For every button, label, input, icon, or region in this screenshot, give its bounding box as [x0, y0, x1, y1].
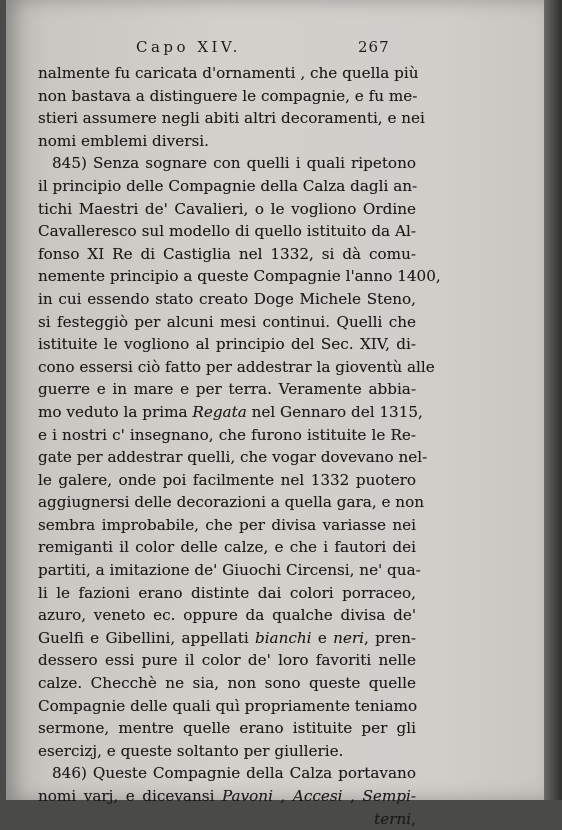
- text-run: , pren-: [363, 628, 416, 647]
- text-run: aggiugnersi delle decorazioni a quella gara, e non: [38, 493, 424, 512]
- text-run: mo veduto la prima: [38, 402, 193, 421]
- text-line: [38, 717, 416, 740]
- italic-word: Pavoni: [221, 787, 273, 805]
- text-run: azuro, veneto ec. oppure da qualche divisa de': [38, 606, 416, 625]
- text-run: nomi varj, e dicevansi: [38, 787, 222, 805]
- text-line: [38, 672, 416, 695]
- text-line: [38, 469, 416, 492]
- text-run: cono essersi ciò fatto per addestrar la gioventù alle: [38, 357, 435, 376]
- text-line: [38, 378, 416, 401]
- text-run: ,: [342, 787, 363, 805]
- text-line: [38, 446, 428, 469]
- book-page: [6, 0, 546, 828]
- text-run: 845) Senza sognare con quelli i quali ripetono: [52, 154, 416, 173]
- text-line: [38, 175, 416, 198]
- page-header: [136, 38, 436, 60]
- text-line: [38, 85, 416, 108]
- text-run: nemente principio a queste Compagnie l'anno 1400,: [38, 267, 441, 286]
- text-line: [38, 288, 416, 311]
- running-head: Capo XIV.: [136, 38, 241, 56]
- text-run: li le fazioni erano distinte dai colori porraceo,: [38, 583, 416, 602]
- text-run: il principio delle Compagnie della Calza dagli an-: [38, 176, 418, 195]
- text-run: gate per addestrar quelli, che vogar dovevano nel-: [38, 448, 428, 467]
- text-run: remiganti il color delle calze, e che i fautori dei: [38, 538, 416, 557]
- text-run: istituite le vogliono al principio del Sec. XIV, di-: [38, 335, 416, 354]
- text-line: [38, 785, 416, 808]
- text-line: [38, 424, 416, 447]
- text-line: [38, 62, 419, 85]
- text-run: sembra improbabile, che per divisa variasse nei: [38, 515, 416, 534]
- text-line: [38, 333, 416, 356]
- italic-word: Sempi-: [362, 787, 416, 805]
- text-line: [38, 401, 423, 424]
- text-run: e i nostri c' insegnano, che furono istituite le Re-: [38, 425, 416, 444]
- text-line: [38, 265, 441, 288]
- text-line: [38, 356, 435, 379]
- text-run: dessero essi pure il color de' loro favoriti nelle: [38, 651, 416, 670]
- text-line: [38, 107, 425, 130]
- text-line: [38, 582, 416, 605]
- text-line: [38, 198, 416, 221]
- text-line: [38, 740, 416, 763]
- scan-edge: [544, 0, 562, 800]
- text-run: calze. Checchè ne sia, non sono queste quelle: [38, 674, 416, 693]
- text-line: [38, 514, 416, 537]
- text-run: le galere, onde poi facilmente nel 1332 puotero: [38, 470, 416, 489]
- text-run: e: [311, 628, 334, 647]
- text-run: fonso XI Re di Castiglia nel 1332, si dà comu-: [38, 244, 416, 263]
- text-run: si festeggiò per alcuni mesi continui. Quelli che: [38, 312, 416, 331]
- text-run: esercizj, e queste soltanto per giullerie.: [38, 741, 344, 760]
- text-run: nel Gennaro del 1315,: [246, 402, 423, 421]
- text-run: Guelfi e Gibellini, appellati: [38, 628, 255, 647]
- text-line: [38, 243, 416, 266]
- text-line: [38, 130, 416, 153]
- text-line: [38, 627, 416, 650]
- text-run: tichi Maestri de' Cavalieri, o le vogliono Ordine: [38, 199, 416, 218]
- text-line: [38, 695, 416, 718]
- text-run: Compagnie delle quali quì propriamente teniamo: [38, 696, 418, 715]
- italic-word: bianchi: [254, 628, 312, 647]
- text-line: [38, 649, 416, 672]
- text-line: [38, 311, 416, 334]
- page-number: 267: [358, 38, 390, 56]
- text-line: [38, 491, 424, 514]
- text-line: [38, 808, 416, 830]
- text-run: partiti, a imitazione de' Giuochi Circensi, ne' qua-: [38, 561, 421, 580]
- text-run: stieri assumere negli abiti altri decoramenti, e nei: [38, 109, 425, 128]
- italic-word: neri: [333, 628, 364, 647]
- text-line: [38, 604, 416, 627]
- italic-word: Accesi: [292, 787, 343, 805]
- body-text: [38, 62, 441, 830]
- italic-word: terni: [374, 809, 412, 828]
- text-run: guerre e in mare e per terra. Veramente abbia-: [38, 380, 416, 399]
- text-run: nomi emblemi diversi.: [38, 131, 209, 150]
- text-run: 846) Queste Compagnie della Calza portavano: [52, 764, 416, 783]
- text-run: ,: [272, 787, 293, 805]
- text-run: nalmente fu caricata d'ornamenti , che quella più: [38, 64, 419, 82]
- text-run: sermone, mentre quelle erano istituite per gli: [38, 719, 416, 738]
- text-run: in cui essendo stato creato Doge Michele Steno,: [38, 289, 416, 308]
- italic-word: Regata: [192, 402, 247, 421]
- text-run: Cavalleresco sul modello di quello istituito da Al-: [38, 222, 416, 241]
- text-line: [38, 152, 416, 175]
- text-run: non bastava a distinguere le compagnie, e fu me-: [38, 86, 418, 105]
- text-line: [38, 220, 416, 243]
- text-line: [38, 536, 416, 559]
- text-line: [38, 559, 421, 582]
- text-run: ,: [411, 809, 416, 828]
- text-line: [38, 762, 416, 785]
